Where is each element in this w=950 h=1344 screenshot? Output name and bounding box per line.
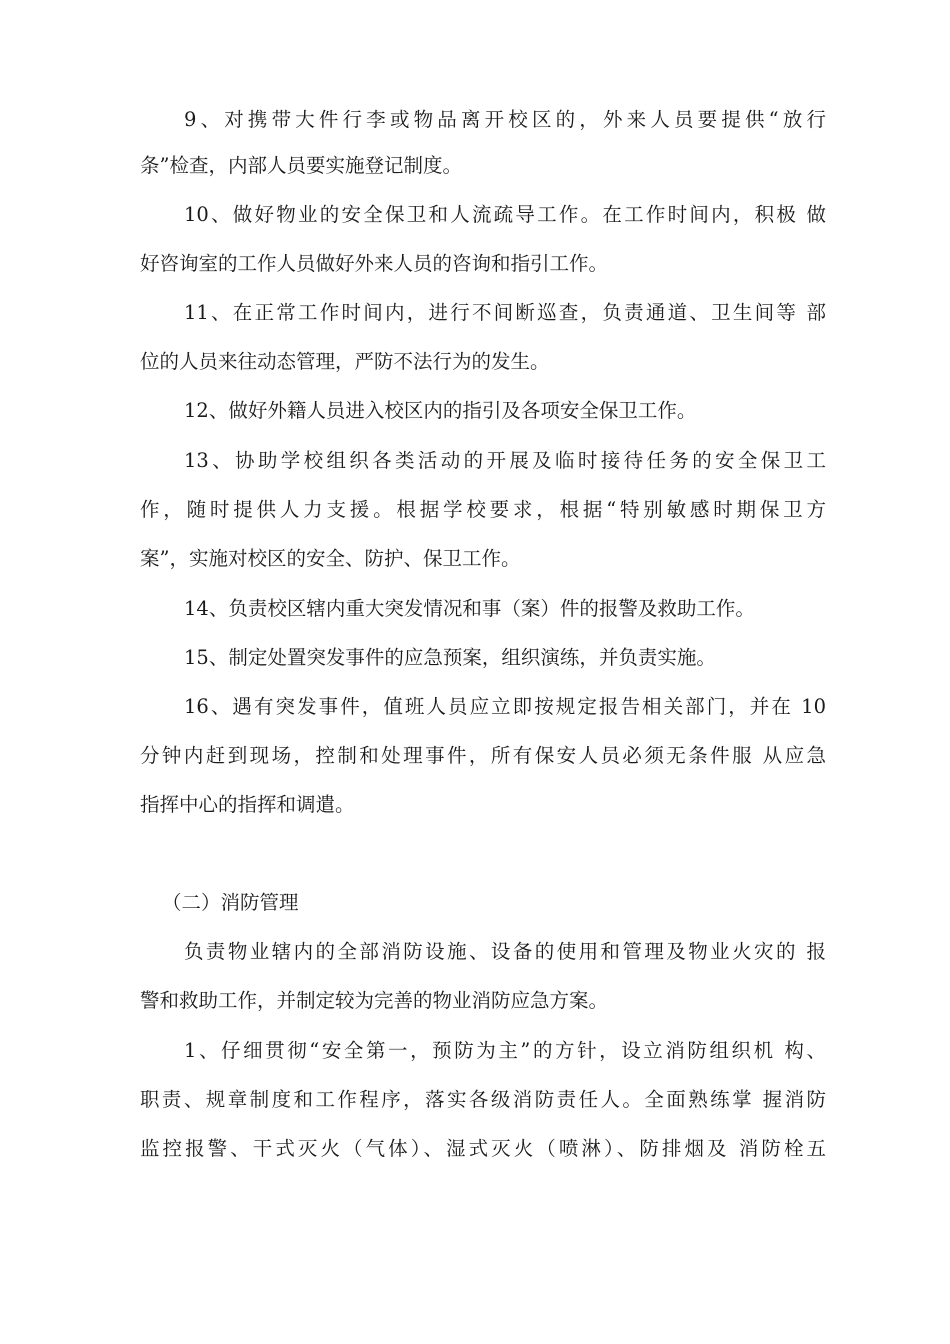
item-12-line-1: 12、做好外籍人员进入校区内的指引及各项安全保卫工作。 [184, 399, 697, 422]
item-11-line-1: 11、在正常工作时间内，进行不间断巡查，负责通道、卫生间等 部 [184, 301, 826, 324]
item-10-line-2: 好咨询室的工作人员做好外来人员的咨询和指引工作。 [140, 252, 609, 275]
item-16-line-1: 16、遇有突发事件，值班人员应立即按规定报告相关部门，并在 10 [184, 695, 826, 718]
item-16-line-3: 指挥中心的指挥和调遣。 [140, 793, 355, 816]
section-heading: （二）消防管理 [162, 891, 299, 914]
section-para-1-line-1: 负责物业辖内的全部消防设施、设备的使用和管理及物业火灾的 报 [184, 940, 826, 963]
section-para-2-line-3: 监控报警、干式灭火（气体）、湿式灭火（喷淋）、防排烟及 消防栓五 [140, 1137, 826, 1160]
item-9-line-1: 9、对携带大件行李或物品离开校区的，外来人员要提供“放行 [184, 108, 826, 131]
item-16-line-2: 分钟内赶到现场，控制和处理事件，所有保安人员必须无条件服 从应急 [140, 744, 826, 767]
item-15-line-1: 15、制定处置突发事件的应急预案，组织演练，并负责实施。 [184, 646, 716, 669]
item-9-line-2: 条”检查，内部人员要实施登记制度。 [140, 154, 462, 177]
item-10-line-1: 10、做好物业的安全保卫和人流疏导工作。在工作时间内，积极 做 [184, 203, 826, 226]
section-para-2-line-1: 1、仔细贯彻“安全第一，预防为主”的方针，设立消防组织机 构、 [184, 1039, 826, 1062]
item-13-line-3: 案”，实施对校区的安全、防护、保卫工作。 [140, 547, 521, 570]
section-para-1-line-2: 警和救助工作，并制定较为完善的物业消防应急方案。 [140, 989, 609, 1012]
item-11-line-2: 位的人员来往动态管理，严防不法行为的发生。 [140, 350, 550, 373]
item-14-line-1: 14、负责校区辖内重大突发情况和事（案）件的报警及救助工作。 [184, 597, 755, 620]
item-13-line-2: 作，随时提供人力支援。根据学校要求，根据“特别敏感时期保卫方 [140, 498, 826, 521]
section-para-2-line-2: 职责、规章制度和工作程序，落实各级消防责任人。全面熟练掌 握消防 [140, 1088, 826, 1111]
item-13-line-1: 13、协助学校组织各类活动的开展及临时接待任务的安全保卫工 [184, 449, 826, 472]
